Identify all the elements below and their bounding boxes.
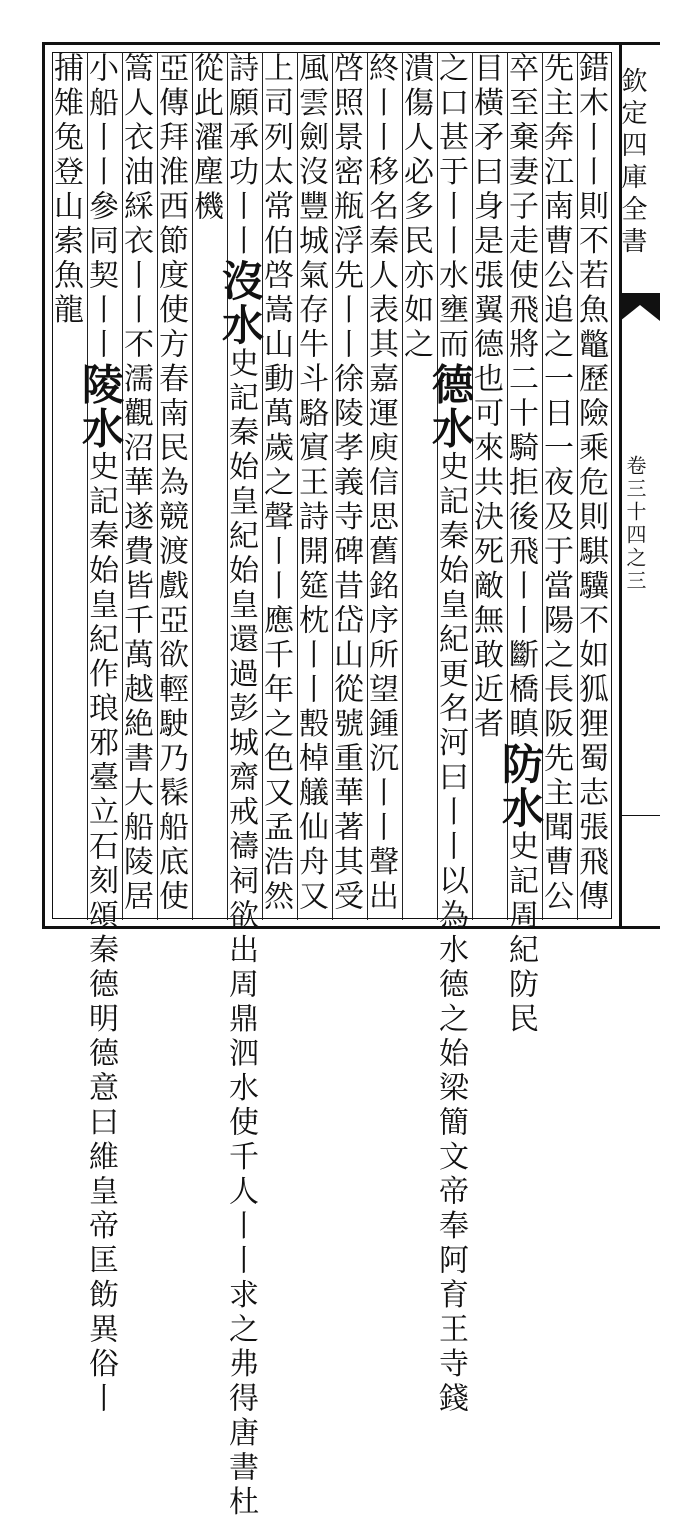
column-text: 之口甚于丨丨水壅而 <box>433 52 468 363</box>
text-column-6 <box>398 52 437 920</box>
text-column-3 <box>496 52 545 1037</box>
margin-rule <box>620 815 660 816</box>
entry-heading-moshui: 沒水 <box>216 259 265 347</box>
fish-tail-mark-icon <box>620 295 660 321</box>
margin-header <box>617 45 660 295</box>
column-text: 篙人衣油綵衣丨丨不濡觀沼華遂費皆千萬越絶書大船陵居 <box>118 52 153 915</box>
column-text: 卒至棄妻子走使飛將二十騎拒後飛丨丨斷橋瞋 <box>503 52 538 742</box>
entry-heading-deshui: 德水 <box>426 362 475 451</box>
text-column-12 <box>188 52 227 920</box>
entry-text: 史記秦始皇紀更名河曰丨丨以為水德之始梁簡文帝奉阿育王寺錢 <box>433 450 468 1417</box>
column-text: 潰傷人必多民亦如之 <box>398 52 433 363</box>
text-column-4 <box>468 52 507 920</box>
text-column-11 <box>216 52 265 1520</box>
text-column-9 <box>293 52 332 920</box>
text-column-15 <box>76 52 125 1417</box>
text-column-14 <box>118 52 157 920</box>
column-text: 先主奔江南曹公追之一日一夜及于當陽之長阪先主聞曹公 <box>538 52 573 915</box>
volume-label: 卷三十四之三 <box>623 455 647 593</box>
entry-heading-fangshui: 防水 <box>496 742 545 830</box>
column-text: 目橫矛曰身是張翼德也可來共決死敵無敢近者 <box>468 52 503 742</box>
page-margin <box>617 42 660 929</box>
text-column-2 <box>538 52 577 920</box>
entry-text: 史記秦始皇紀始皇還過彭城齋戒禱祠欲出周鼎泗水使千人丨丨求之弗得唐書杜 <box>223 347 258 1520</box>
column-text: 啓照景密瓶浮先丨丨徐陵孝義寺碑昔岱山從號重華著其受 <box>328 52 363 915</box>
text-column-1 <box>573 52 612 920</box>
text-column-10 <box>258 52 297 920</box>
book-title: 欽定四庫全書 <box>617 67 647 259</box>
column-text: 詩願承功丨丨 <box>223 52 258 259</box>
entry-text: 史記秦始皇紀作琅邪臺立石刻頌秦德明德意曰維皇帝匡飭異俗丨 <box>83 450 118 1417</box>
entry-heading-lingshui: 陵水 <box>76 362 125 451</box>
text-column-7 <box>363 52 402 920</box>
entry-text: 史記周紀防民 <box>503 830 538 1037</box>
text-column-16 <box>48 52 87 920</box>
text-column-8 <box>328 52 367 920</box>
column-text: 從此濯塵機 <box>188 52 223 225</box>
column-text: 小船丨丨參同契丨丨 <box>83 52 118 363</box>
column-text: 亞傳拜淮西節度使方春南民為競渡戲亞欲輕駛乃髹船底使 <box>153 52 188 915</box>
text-column-5 <box>426 52 475 1417</box>
column-text: 終丨丨移名秦人表其嘉運庾信思舊銘序所望鍾沉丨丨聲出 <box>363 52 398 915</box>
column-text: 捕雉兔登山索魚龍 <box>48 52 83 328</box>
text-column-13 <box>153 52 192 920</box>
column-text: 風雲劍沒豐城氣存牛斗駱賔王詩開筵枕丨丨毄棹艤仙舟又 <box>293 52 328 915</box>
column-text: 錯木丨丨則不若魚鼈歷險乘危則騏驥不如狐狸蜀志張飛傳 <box>573 52 608 915</box>
column-text: 上司列太常伯啓嵩山動萬歲之聲丨丨應千年之色又孟浩然 <box>258 52 293 915</box>
